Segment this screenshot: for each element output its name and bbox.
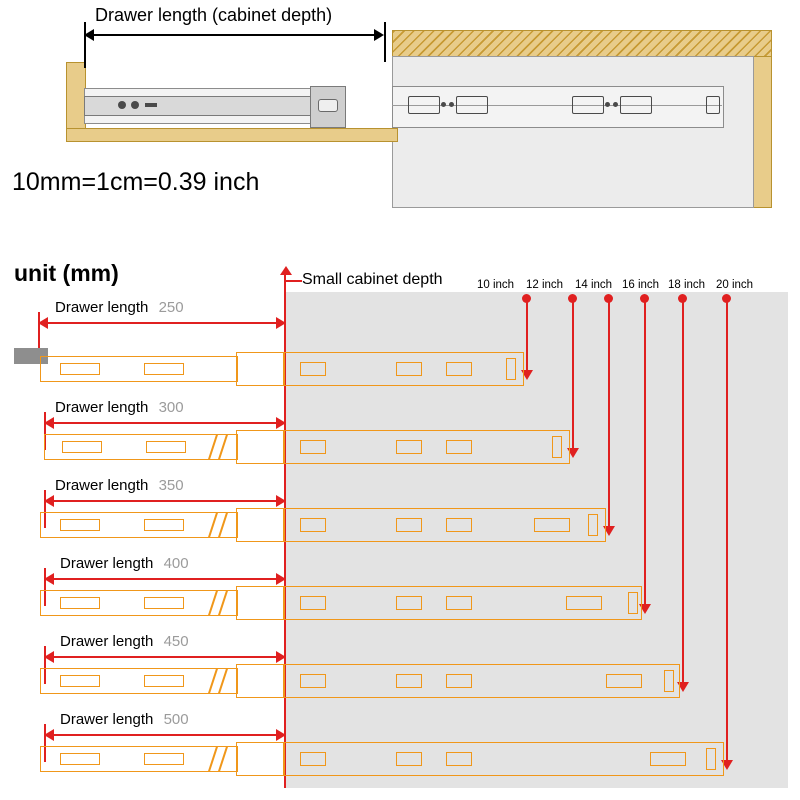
row-label-value-250: 250 xyxy=(158,299,184,316)
inch-drop-18 xyxy=(682,300,684,684)
row-dim-arrow-right-450 xyxy=(276,651,286,663)
slide-hole-a xyxy=(118,101,126,109)
mount-dot-3 xyxy=(605,102,610,107)
slide-slot-c-350 xyxy=(446,518,472,532)
slide-slot-a xyxy=(145,103,157,107)
slide-block-b-250 xyxy=(144,363,184,375)
mount-dot-1 xyxy=(441,102,446,107)
unit-label: unit (mm) xyxy=(14,260,119,286)
mount-dot-4 xyxy=(613,102,618,107)
slide-slot-c-250 xyxy=(446,362,472,376)
row-label-value-500: 500 xyxy=(163,711,189,728)
row-label-value-300: 300 xyxy=(158,399,184,416)
row-label-prefix-450: Drawer length xyxy=(60,633,154,650)
cabinet-side-board xyxy=(752,56,772,208)
slide-slot-b-250 xyxy=(396,362,422,376)
slide-block-b-400 xyxy=(144,597,184,609)
inch-drop-16 xyxy=(644,300,646,606)
row-label-350 xyxy=(55,478,184,493)
slide-end-350 xyxy=(588,514,598,536)
mount-hole-right xyxy=(706,96,720,114)
top-caption: Drawer length (cabinet depth) xyxy=(95,5,333,25)
inch-label-12: 12 inch xyxy=(526,279,564,291)
slide-slot-a-500 xyxy=(300,752,326,766)
slide-hole-b xyxy=(131,101,139,109)
slide-end-300 xyxy=(552,436,562,458)
row-dim-line-350 xyxy=(52,500,284,502)
slide-slot-c-300 xyxy=(446,440,472,454)
slide-block-b-500 xyxy=(144,753,184,765)
inch-drop-14 xyxy=(608,300,610,528)
row-label-value-350: 350 xyxy=(158,477,184,494)
measure-line-horizontal xyxy=(92,34,382,36)
row-dim-line-450 xyxy=(52,656,284,658)
mount-slot-3 xyxy=(572,96,604,114)
slide-slot-d-350 xyxy=(534,518,570,532)
slide-block-a-400 xyxy=(60,597,100,609)
row-dim-tick-left-250 xyxy=(38,312,40,352)
slide-block-a-250 xyxy=(60,363,100,375)
mount-slot-1 xyxy=(408,96,440,114)
inch-label-14: 14 inch xyxy=(575,279,613,291)
slide-block-c-400 xyxy=(236,586,284,620)
inch-drop-12 xyxy=(572,300,574,450)
slide-slot-b-500 xyxy=(396,752,422,766)
slide-slot-d-400 xyxy=(566,596,602,610)
mount-dot-2 xyxy=(449,102,454,107)
slide-outer-300 xyxy=(284,430,570,464)
row-label-500 xyxy=(60,712,189,727)
slide-slot-b-350 xyxy=(396,518,422,532)
row-dim-arrow-right-350 xyxy=(276,495,286,507)
slide-end-450 xyxy=(664,670,674,692)
conversion-note: 10mm=1cm=0.39 inch xyxy=(12,168,260,196)
small-cabinet-depth-label: Small cabinet depth xyxy=(302,271,443,288)
cabinet-interior-panel xyxy=(392,56,754,208)
row-dim-arrow-right-500 xyxy=(276,729,286,741)
slide-slot-c-400 xyxy=(446,596,472,610)
slide-block-c-350 xyxy=(236,508,284,542)
slide-slot-c-500 xyxy=(446,752,472,766)
measure-tick-right xyxy=(384,22,386,62)
slide-slot-d-450 xyxy=(606,674,642,688)
row-label-prefix-350: Drawer length xyxy=(55,477,149,494)
inch-drop-20 xyxy=(726,300,728,762)
row-dim-arrow-right-300 xyxy=(276,417,286,429)
slide-block-a-500 xyxy=(60,753,100,765)
row-label-prefix-500: Drawer length xyxy=(60,711,154,728)
cabinet-member-rail xyxy=(392,86,724,128)
row-label-450 xyxy=(60,634,189,649)
row-dim-line-300 xyxy=(52,422,284,424)
slide-slot-d-500 xyxy=(650,752,686,766)
slide-slot-a-400 xyxy=(300,596,326,610)
slide-slot-b-300 xyxy=(396,440,422,454)
measure-arrow-right xyxy=(374,29,384,41)
inch-label-18: 18 inch xyxy=(668,279,706,291)
measure-tick-left xyxy=(84,22,86,68)
row-dim-line-400 xyxy=(52,578,284,580)
slide-block-a-300 xyxy=(62,441,102,453)
row-dim-arrow-right-250 xyxy=(276,317,286,329)
row-label-prefix-300: Drawer length xyxy=(55,399,149,416)
slide-slot-c-450 xyxy=(446,674,472,688)
inch-label-20: 20 inch xyxy=(716,279,754,291)
mount-slot-2 xyxy=(456,96,488,114)
drawer-front-block-lower xyxy=(66,128,398,142)
row-label-prefix-400: Drawer length xyxy=(60,555,154,572)
slide-slot-a-250 xyxy=(300,362,326,376)
depth-leader-horizontal xyxy=(284,280,302,282)
row-label-value-450: 450 xyxy=(163,633,189,650)
row-label-300 xyxy=(55,400,184,415)
slide-block-a-350 xyxy=(60,519,100,531)
slide-slot-b-400 xyxy=(396,596,422,610)
cabinet-top-board xyxy=(392,30,772,58)
slide-connector-slot xyxy=(318,99,338,112)
slide-slot-a-450 xyxy=(300,674,326,688)
slide-end-250 xyxy=(506,358,516,380)
depth-leader-arrow xyxy=(280,266,292,275)
slide-block-c-500 xyxy=(236,742,284,776)
row-dim-line-500 xyxy=(52,734,284,736)
row-dim-line-250 xyxy=(46,322,284,324)
row-label-prefix-250: Drawer length xyxy=(55,299,149,316)
slide-block-c-450 xyxy=(236,664,284,698)
slide-block-c-250 xyxy=(236,352,284,386)
slide-end-400 xyxy=(628,592,638,614)
slide-block-b-350 xyxy=(144,519,184,531)
slide-slot-a-350 xyxy=(300,518,326,532)
slide-block-b-300 xyxy=(146,441,186,453)
slide-slot-a-300 xyxy=(300,440,326,454)
slide-block-a-450 xyxy=(60,675,100,687)
slide-end-500 xyxy=(706,748,716,770)
slide-block-b-450 xyxy=(144,675,184,687)
row-label-value-400: 400 xyxy=(163,555,189,572)
row-label-400 xyxy=(60,556,189,571)
slide-slot-b-450 xyxy=(396,674,422,688)
inch-label-10: 10 inch xyxy=(477,279,515,291)
row-label-250 xyxy=(55,300,184,315)
mount-slot-4 xyxy=(620,96,652,114)
slide-block-c-300 xyxy=(236,430,284,464)
inch-drop-10 xyxy=(526,300,528,372)
row-dim-arrow-right-400 xyxy=(276,573,286,585)
inch-label-16: 16 inch xyxy=(622,279,660,291)
